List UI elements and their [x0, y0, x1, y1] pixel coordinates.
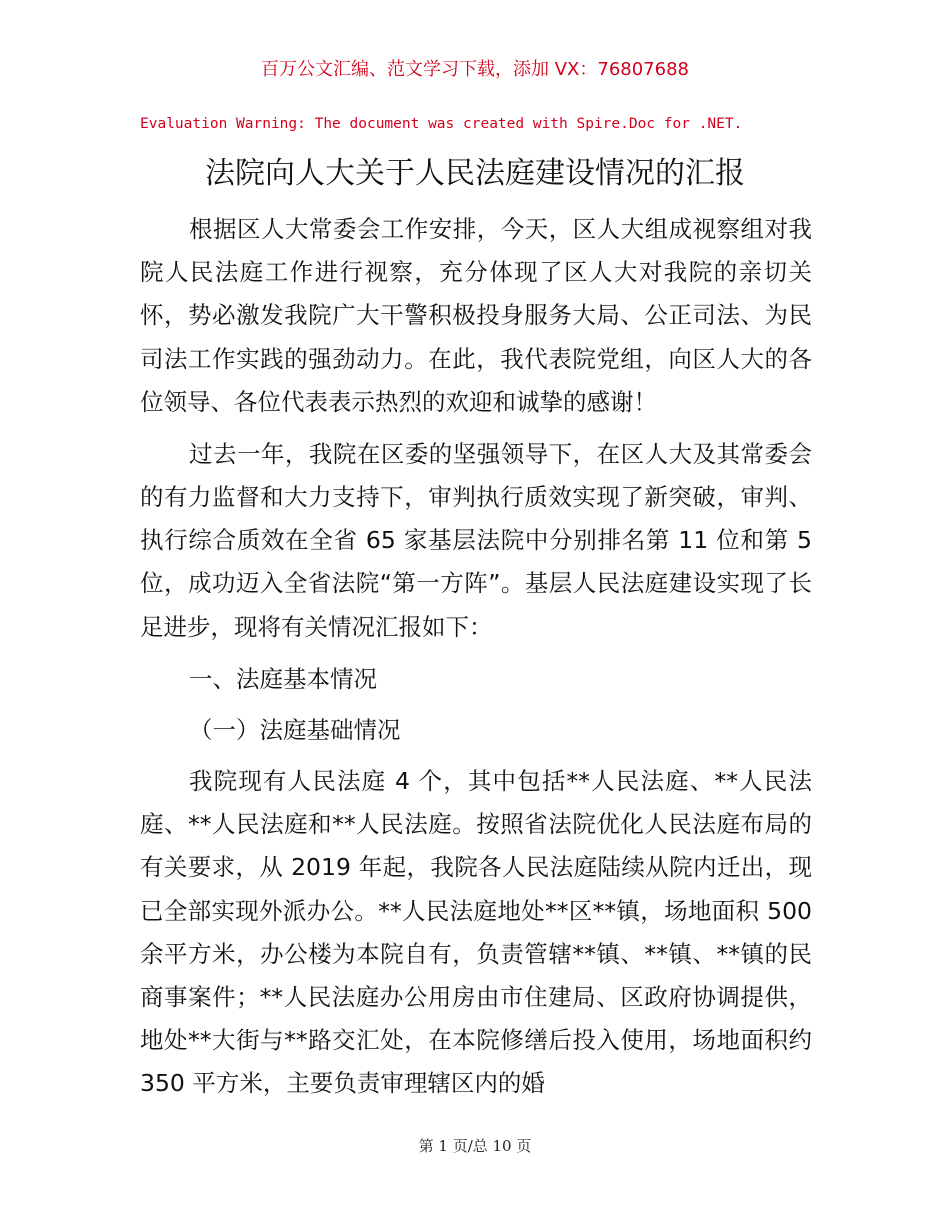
paragraph-intro: 根据区人大常委会工作安排，今天，区人大组成视察组对我院人民法庭工作进行视察，充分体现了区人大对我院的亲切关怀，势必激发我院广大干警积极投身服务大局、公正司法、为民司法工作实践的强劲动力。在此，我代表院党组，向区人大的各位领导、各位代表表示热烈的欢迎和诚挚的感谢！ [140, 215, 812, 416]
document-body [140, 208, 812, 1114]
subsection-heading: （一）法庭基础情况 [189, 715, 401, 744]
evaluation-warning: Evaluation Warning: The document was created with Spire.Doc for .NET. [140, 116, 743, 132]
document-title: 法院向人大关于人民法庭建设情况的汇报 [205, 156, 745, 191]
page-number: 第 1 页/总 10 页 [418, 1137, 532, 1155]
paragraph-summary: 过去一年，我院在区委的坚强领导下，在区人大及其常委会的有力监督和大力支持下，审判执行质效实现了新突破，审判、执行综合质效在全省 65 家基层法院中分别排名第 11 位和第 5 位，成功迈入全省法院“第一方阵”。基层人民法庭建设实现了长足进步，现将有关情况汇报如下： [140, 439, 812, 641]
header-banner: 百万公文汇编、范文学习下载，添加 VX：76807688 [261, 59, 689, 80]
section-heading: 一、法庭基本情况 [189, 664, 377, 693]
paragraph-court-overview: 我院现有人民法庭 4 个，其中包括**人民法庭、**人民法庭、**人民法庭和**人民法庭。按照省法院优化人民法庭布局的有关要求，从 2019 年起，我院各人民法庭陆续从院内迁出，现已全部实现外派办公。**人民法庭地处**区**镇，场地面积 500 余平方米，办公楼为本院自有，负责管辖**镇、**镇、**镇的民商事案件；**人民法庭办公用房由市住建局、区政府协调提供，地处**大街与**路交汇处，在本院修缮后投入使用，场地面积约 350 平方米，主要负责审理辖区内的婚 [140, 767, 812, 1098]
